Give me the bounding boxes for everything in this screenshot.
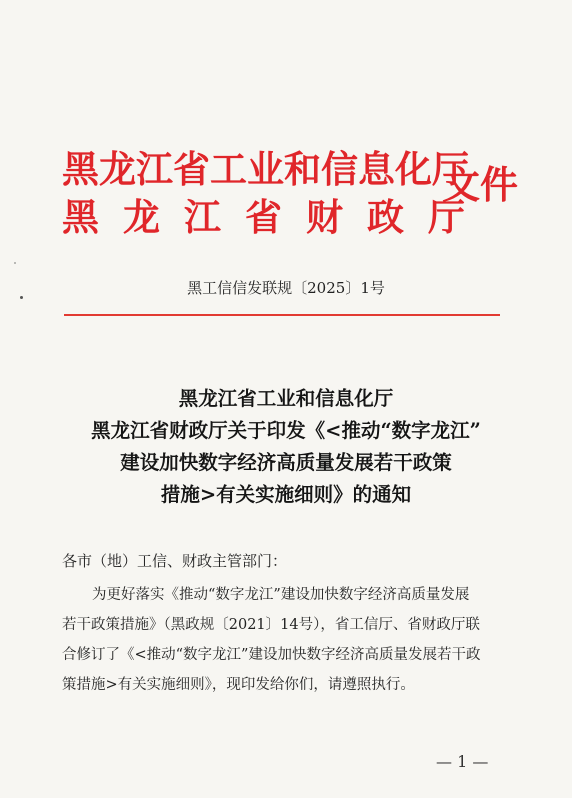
document-type-label: 文件 [442,163,519,207]
page-number: — 1 — [436,752,489,771]
paragraph-line: 为更好落实《推动“数字龙江”建设加快数字经济高质量发展 [92,587,470,603]
document-title [40,383,532,511]
document-number: 黑工信信发联规〔2025〕1号 [187,279,385,297]
issuer-name-finance: 黑龙江省财政厅 [62,196,489,239]
scan-speck [20,296,23,299]
title-line: 黑龙江省工业和信息化厅 [178,387,394,410]
scan-speck [14,262,16,264]
issuer-name-industry: 黑龙江省工业和信息化厅 [62,148,469,191]
document-header [62,138,522,248]
red-separator-line [64,314,500,316]
title-line: 建设加快数字经济高质量发展若干政策 [120,451,452,474]
title-line: 措施>有关实施细则》的通知 [160,483,412,506]
title-line: 黑龙江省财政厅关于印发《<推动“数字龙江” [91,419,481,442]
paragraph-line: 若干政策措施》（黑政规〔2021〕14号），省工信厅、省财政厅联 [62,617,480,633]
paragraph-line: 策措施>有关实施细则》，现印发给你们，请遵照执行。 [62,677,415,693]
salutation: 各市（地）工信、财政主管部门： [62,552,288,570]
paragraph-line: 合修订了《<推动“数字龙江”建设加快数字经济高质量发展若干政 [62,647,481,663]
body-paragraph [62,580,522,700]
